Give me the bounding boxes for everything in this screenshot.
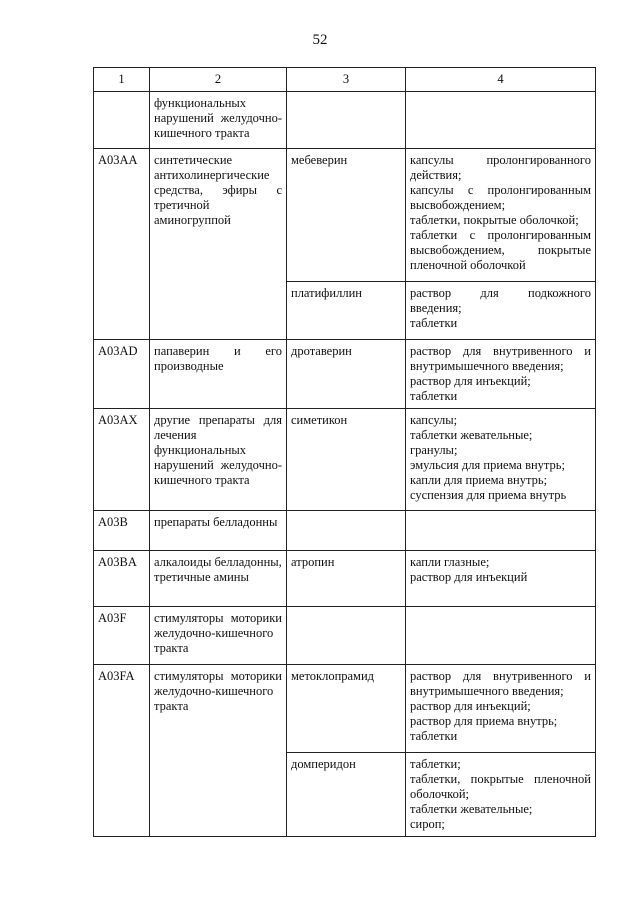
dosage-form: раствор для приема внутрь; (410, 714, 558, 728)
dosage-form: суспензия для приема внутрь (410, 488, 567, 502)
dosage-forms (406, 282, 596, 340)
dosage-form: таблетки жевательные; (410, 802, 533, 816)
dosage-forms (406, 551, 596, 607)
drug-name: атропин (287, 551, 406, 607)
dosage-forms (406, 409, 596, 511)
group-name: функциональных нарушений желудочно-кишечного тракта (150, 92, 287, 149)
table-row (94, 409, 596, 511)
drug-name: симетикон (287, 409, 406, 511)
table-row (94, 511, 596, 551)
dosage-form: капли глазные; (410, 555, 490, 569)
dosage-form: таблетки (410, 316, 458, 330)
drug-name: домперидон (287, 753, 406, 837)
atc-code: A03FA (94, 665, 150, 837)
drug-name (287, 92, 406, 149)
atc-code (94, 92, 150, 149)
dosage-form: таблетки с пролонгированным высвобождением, покрытые пленочной оболочкой (410, 228, 591, 272)
dosage-forms (406, 92, 596, 149)
drug-name: мебеверин (287, 149, 406, 282)
table-row (94, 665, 596, 753)
table-row (94, 551, 596, 607)
group-name: синтетические антихолинергические средства, эфиры с третичной аминогруппой (150, 149, 287, 340)
dosage-form: таблетки жевательные; (410, 428, 533, 442)
header-col-1: 1 (94, 68, 150, 92)
dosage-form: гранулы; (410, 443, 458, 457)
drug-name: платифиллин (287, 282, 406, 340)
drug-table (93, 67, 596, 837)
dosage-forms (406, 753, 596, 837)
drug-name: метоклопрамид (287, 665, 406, 753)
dosage-form: раствор для инъекций; (410, 374, 531, 388)
dosage-form: раствор для инъекций (410, 570, 528, 584)
dosage-form: раствор для инъекций; (410, 699, 531, 713)
dosage-form: раствор для внутривенного и внутримышечного введения; (410, 669, 591, 698)
atc-code: A03BA (94, 551, 150, 607)
drug-name (287, 607, 406, 665)
group-name: папаверин и его производные (150, 340, 287, 409)
drug-name: дротаверин (287, 340, 406, 409)
dosage-form: таблетки, покрытые оболочкой; (410, 213, 579, 227)
atc-code: A03F (94, 607, 150, 665)
header-row (94, 68, 596, 92)
dosage-form: капсулы пролонгированного действия; (410, 153, 591, 182)
group-name: алкалоиды белладонны, третичные амины (150, 551, 287, 607)
atc-code: A03AX (94, 409, 150, 511)
atc-code: A03B (94, 511, 150, 551)
drug-name (287, 511, 406, 551)
page-number: 52 (312, 32, 328, 48)
dosage-form: эмульсия для приема внутрь; (410, 458, 565, 472)
group-name: стимуляторы моторики желудочно-кишечного тракта (150, 665, 287, 837)
dosage-form: раствор для подкожного введения; (410, 286, 591, 315)
dosage-forms (406, 149, 596, 282)
table-row (94, 149, 596, 282)
dosage-form: капли для приема внутрь; (410, 473, 548, 487)
dosage-form: таблетки; (410, 757, 461, 771)
dosage-form: сироп; (410, 817, 445, 831)
dosage-form: таблетки (410, 729, 458, 743)
dosage-form: капсулы с пролонгированным высвобождением; (410, 183, 591, 212)
header-col-2: 2 (150, 68, 287, 92)
atc-code: A03AD (94, 340, 150, 409)
table-row (94, 607, 596, 665)
header-col-3: 3 (287, 68, 406, 92)
table-row (94, 92, 596, 149)
dosage-forms (406, 607, 596, 665)
dosage-form: раствор для внутривенного и внутримышечного введения; (410, 344, 591, 373)
dosage-forms (406, 665, 596, 753)
header-col-4: 4 (406, 68, 596, 92)
group-name: стимуляторы моторики желудочно-кишечного тракта (150, 607, 287, 665)
dosage-form: капсулы; (410, 413, 458, 427)
table-row (94, 340, 596, 409)
dosage-form: таблетки, покрытые пленочной оболочкой; (410, 772, 591, 801)
dosage-forms (406, 511, 596, 551)
dosage-forms (406, 340, 596, 409)
atc-code: A03AA (94, 149, 150, 340)
group-name: другие препараты для лечения функциональных нарушений желудочно-кишечного тракта (150, 409, 287, 511)
dosage-form: таблетки (410, 389, 458, 403)
group-name: препараты белладонны (150, 511, 287, 551)
